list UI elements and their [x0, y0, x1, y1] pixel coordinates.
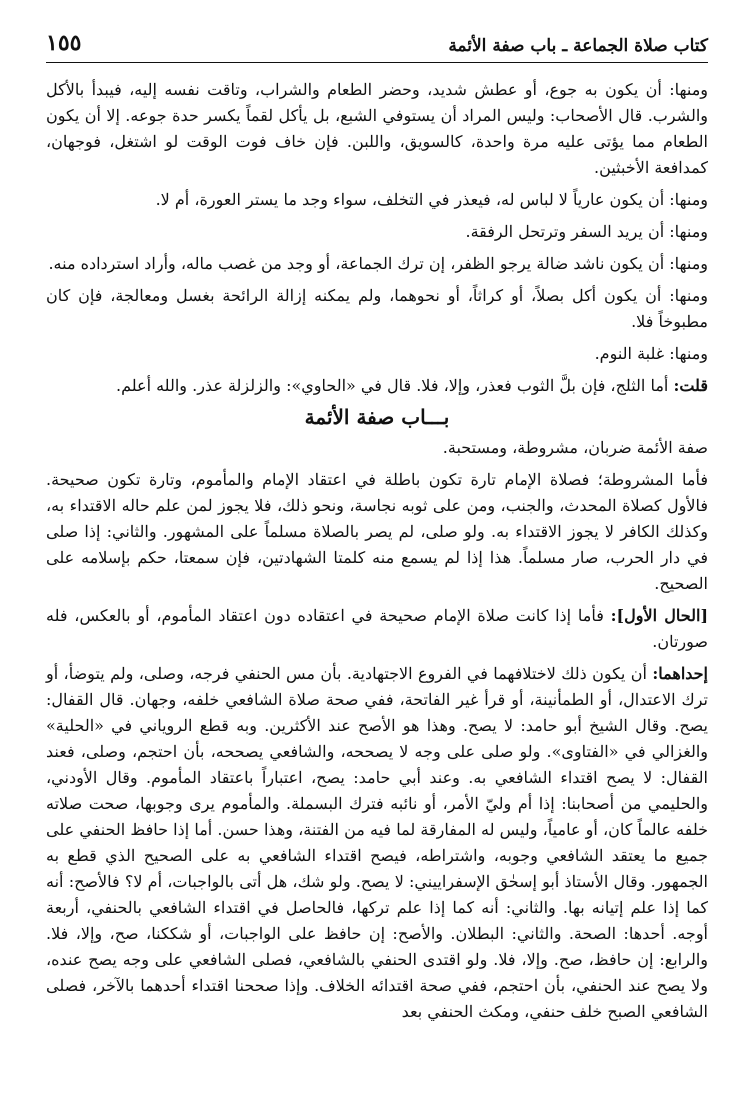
paragraph: [46, 603, 708, 655]
paragraph-lead: إحداهما:: [652, 664, 708, 683]
paragraph-text: ومنها: أن يكون عارياً لا لباس له، فيعذر في التخلف، سواء وجد ما يستر العورة، أم لا.: [155, 190, 708, 209]
page-body: [46, 77, 708, 1025]
paragraph-lead: [الحال الأول]:: [610, 606, 709, 625]
paragraph: [46, 77, 708, 181]
paragraph: [46, 187, 708, 213]
paragraph-text: فأما المشروطة؛ فصلاة الإمام تارة تكون باطلة في اعتقاد الإمام والمأموم، وتارة تكون صحيحة. فالأول كصلاة المحدث، والجنب، ومن على ثوبه نجاسة، ونحو ذلك، فلا يجوز لمن علم حاله الاقتداء به، وكذلك الكافر لا يجوز الاقتداء به. ولو صلى، لم يصر بالصلاة مسلماً على المشهور. والثاني: إذا صلى في دار الحرب، صار مسلماً. هذا إذا لم يسمع منه كلمتا الشهادتين، فإن سمعتا، حكم بإسلامه على الصحيح.: [46, 470, 708, 593]
paragraph: [46, 341, 708, 367]
paragraph: [46, 251, 708, 277]
paragraph: [46, 467, 708, 597]
page-number: ١٥٥: [46, 30, 82, 56]
running-title: كتاب صلاة الجماعة ـ باب صفة الأئمة: [448, 36, 708, 56]
paragraph-text: ومنها: أن يكون ناشد ضالة يرجو الظفر، إن ترك الجماعة، أو وجد من غصب ماله، وأراد استرداده منه.: [48, 254, 708, 273]
paragraph: [46, 661, 708, 1025]
paragraph: [46, 435, 708, 461]
paragraph-text: ومنها: أن يكون به جوع، أو عطش شديد، وحضر الطعام والشراب، وتاقت نفسه إليه، فيبدأ بالأكل والشرب. قال الأصحاب: وليس المراد أن يستوفي الشبع، بل يأكل لقماً يكسر حدة جوعه. إلا أن يكون الطعام مما يؤتى عليه مرة واحدة، كالسويق، واللبن. فإن خاف فوت الوقت لو اشتغل، فوجهان، كمدافعة الأخبثين.: [46, 80, 709, 177]
paragraph-lead: قلت:: [673, 376, 708, 395]
section-heading: بـــاب صفة الأئمة: [304, 405, 450, 429]
paragraph-text: فأما إذا كانت صلاة الإمام صحيحة في اعتقاده دون اعتقاد المأموم، أو بالعكس، فله صورتان.: [46, 606, 708, 651]
paragraph-text: صفة الأئمة ضربان، مشروطة، ومستحبة.: [442, 438, 708, 457]
paragraph-text: ومنها: أن يريد السفر وترتحل الرفقة.: [465, 222, 708, 241]
paragraph-text: أما الثلج، فإن بلَّ الثوب فعذر، وإلا، فلا. قال في «الحاوي»: والزلزلة عذر. والله أعلم.: [115, 376, 674, 395]
paragraph: [46, 283, 708, 335]
paragraph: [46, 373, 708, 399]
page-header: [46, 28, 708, 63]
paragraph-text: أن يكون ذلك لاختلافهما في الفروع الاجتهادية. بأن مس الحنفي فرجه، وصلى، ولم يتوضأ، أو ترك الاعتدال، أو الطمأنينة، أو قرأ غير الفاتحة، ففي صحة صلاة الشافعي خلفه، وجهان. قال القفال: يصح. وقال الشيخ أبو حامد: لا يصح. وهذا هو الأصح عند الأكثرين. وبه قطع الروياني في «الحلية» والغزالي في «الفتاوى». ولو صلى على وجه لا يصححه، والشافعي يصححه، بأن احتجم، وصلى، فعند القفال: لا يصح اقتداء الشافعي به. وعند أبي حامد: يصح، اعتباراً باعتقاد المأموم. وقال الأودني، والحليمي من أصحابنا: إذا أم وليّ الأمر، أو نائبه فترك البسملة. والمأموم يرى وجوبها، صحت صلاته خلفه عالماً كان، أو عامياً، وليس له المفارقة لما فيه من الفتنة، وهذا حسن. أما إذا حافظ الحنفي على جميع ما يعتقد الشافعي وجوبه، واشتراطه، فيصح اقتداء الشافعي به على الصحيح الذي قطع به الجمهور. وقال الأستاذ أبو إسحٰق الإسفراييني: لا يصح. ولو شك، هل أتى بالواجبات، أم لا؟ فالأصح: أنه كما إذا علم إتيانه بها. والثاني: أنه كما إذا علم تركها، فالحاصل في اقتداء الشافعي بالحنفي، أربعة أوجه. أحدها: الصحة. والثاني: البطلان. والأصح: إن حافظ على الواجبات، أو شككنا، صح، وإلا، فلا. والرابع: إن حافظ، صح. وإلا، فلا. ولو اقتدى الحنفي بالشافعي، فصلى الشافعي على وجه يصح عنده، ولا يصح عند الحنفي، بأن احتجم، ففي صحة اقتدائه الخلاف. وإذا صححنا اقتداء أحدهما بالآخر، فصلى الشافعي الصبح خلف حنفي، ومكث الحنفي بعد: [46, 664, 708, 1021]
paragraph: [46, 219, 708, 245]
paragraph-text: ومنها: أن يكون أكل بصلاً، أو كراثاً، أو نحوهما، ولم يمكنه إزالة الرائحة بغسل ومعالجة، فإن كان مطبوخاً فلا.: [46, 286, 708, 331]
paragraph-text: ومنها: غلبة النوم.: [594, 344, 708, 363]
